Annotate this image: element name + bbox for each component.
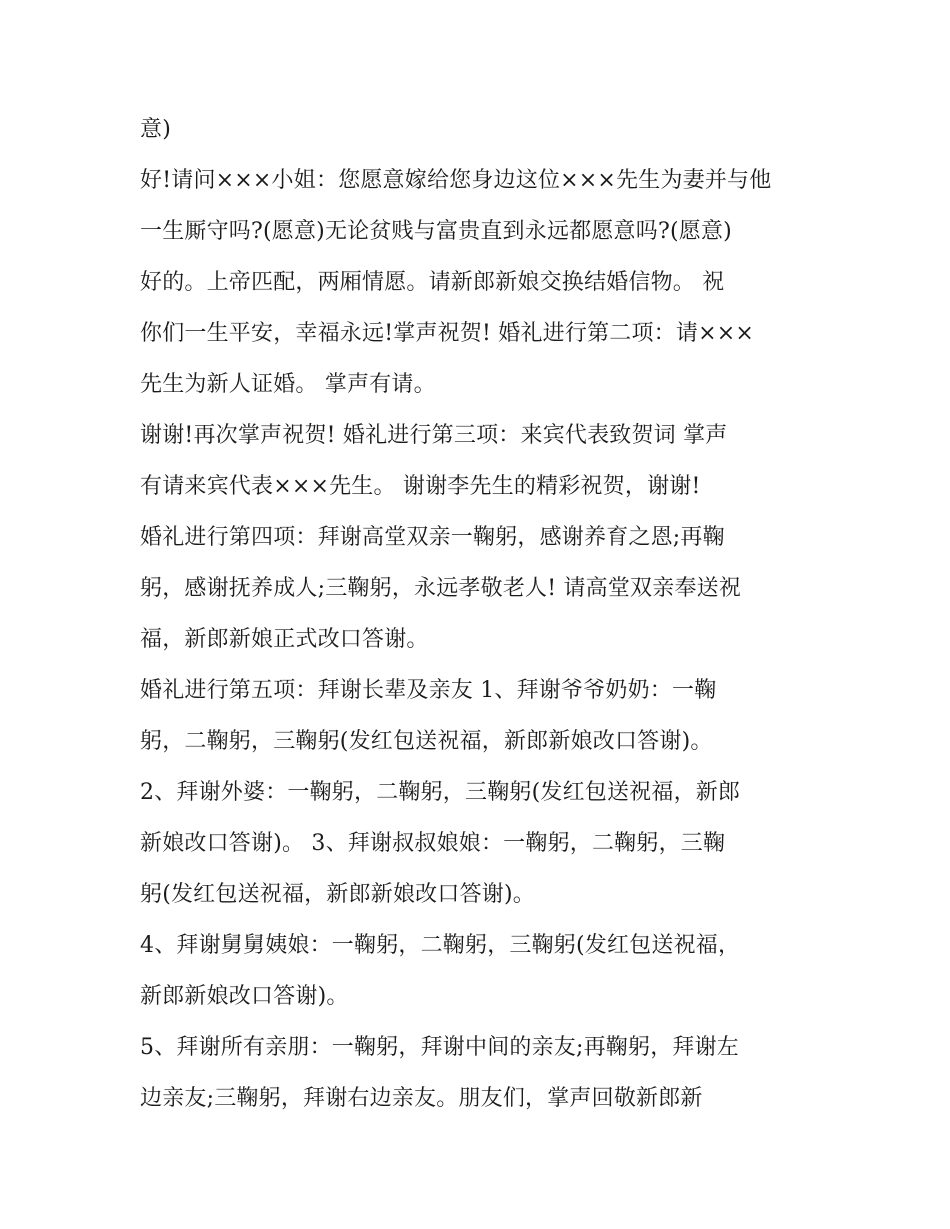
- text-line: 好的。上帝匹配，两厢情愿。请新郎新娘交换结婚信物。 祝: [140, 270, 725, 295]
- text-line: 躬(发红包送祝福，新郎新娘改口答谢)。: [140, 882, 535, 907]
- text-line: 谢谢!再次掌声祝贺! 婚礼进行第三项：来宾代表致贺词 掌声: [140, 423, 728, 448]
- text-line: 4、拜谢舅舅姨娘：一鞠躬，二鞠躬，三鞠躬(发红包送祝福，: [140, 933, 741, 958]
- text-line: 躬，感谢抚养成人;三鞠躬，永远孝敬老人! 请高堂双亲奉送祝: [140, 576, 742, 601]
- text-line: 福，新郎新娘正式改口答谢。: [140, 627, 429, 652]
- text-line: 新郎新娘改口答谢)。: [140, 984, 349, 1009]
- text-line: 好!请问×××小姐：您愿意嫁给您身边这位×××先生为妻并与他: [140, 168, 772, 193]
- text-line: 婚礼进行第四项：拜谢高堂双亲一鞠躬，感谢养育之恩;再鞠: [140, 525, 725, 550]
- text-line: 你们一生平安，幸福永远!掌声祝贺! 婚礼进行第二项：请×××: [140, 321, 754, 346]
- text-line: 意): [140, 117, 171, 142]
- text-line: 5、拜谢所有亲朋：一鞠躬，拜谢中间的亲友;再鞠躬，拜谢左: [140, 1035, 740, 1060]
- text-line: 有请来宾代表×××先生。 谢谢李先生的精彩祝贺，谢谢!: [140, 474, 701, 499]
- text-line: 先生为新人证婚。 掌声有请。: [140, 372, 436, 397]
- text-line: 边亲友;三鞠躬，拜谢右边亲友。朋友们，掌声回敬新郎新: [140, 1086, 703, 1111]
- text-line: 躬，二鞠躬，三鞠躬(发红包送祝福，新郎新娘改口答谢)。: [140, 729, 713, 754]
- text-line: 新娘改口答谢)。 3、拜谢叔叔娘娘：一鞠躬，二鞠躬，三鞠: [140, 831, 726, 856]
- text-line: 2、拜谢外婆：一鞠躬，二鞠躬，三鞠躬(发红包送祝福，新郎: [140, 780, 741, 805]
- text-line: 婚礼进行第五项：拜谢长辈及亲友 1、拜谢爷爷奶奶：一鞠: [140, 678, 717, 703]
- text-line: 一生厮守吗?(愿意)无论贫贱与富贵直到永远都愿意吗?(愿意): [140, 219, 732, 244]
